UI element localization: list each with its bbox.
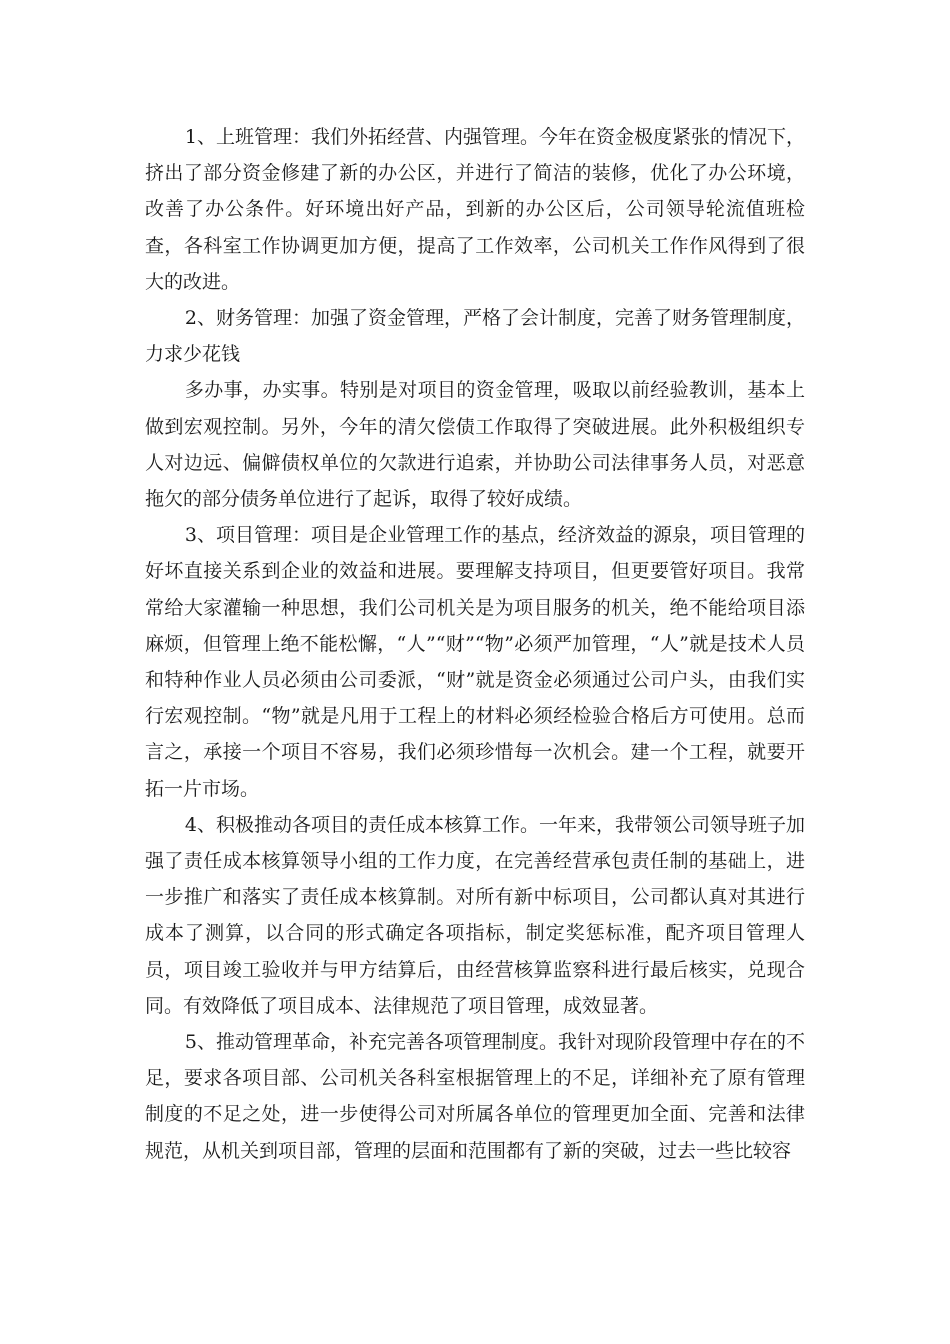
paragraph-management-reform: 5、推动管理革命，补充完善各项管理制度。我针对现阶段管理中存在的不足，要求各项目部、公司机关各科室根据管理上的不足，详细补充了原有管理制度的不足之处，进一步使得公司对所属各单位的管理更加全面、完善和法律规范，从机关到项目部，管理的层面和范围都有了新的突破，过去一些比较容 — [145, 1031, 805, 1162]
paragraph-office-management: 1、上班管理：我们外拓经营、内强管理。今年在资金极度紧张的情况下，挤出了部分资金修建了新的办公区，并进行了简洁的装修，优化了办公环境，改善了办公条件。好环境出好产品，到新的办公区后，公司领导轮流值班检查，各科室工作协调更加方便，提高了工作效率，公司机关工作作风得到了很大的改进。 — [145, 126, 805, 293]
paragraph-project-management: 3、项目管理：项目是企业管理工作的基点，经济效益的源泉，项目管理的好坏直接关系到企业的效益和进展。要理解支持项目，但更要管好项目。我常常给大家灌输一种思想，我们公司机关是为项目服务的机关，绝不能给项目添麻烦，但管理上绝不能松懈，“人”“财”“物”必须严加管理，“人”就是技术人员和特种作业人员必须由公司委派，“财”就是资金必须通过公司户头，由我们实行宏观控制。“物”就是凡用于工程上的材料必须经检验合格后方可使用。总而言之，承接一个项目不容易，我们必须珍惜每一次机会。建一个工程，就要开拓一片市场。 — [145, 524, 805, 800]
paragraph-cost-accounting: 4、积极推动各项目的责任成本核算工作。一年来，我带领公司领导班子加强了责任成本核算领导小组的工作力度，在完善经营承包责任制的基础上，进一步推广和落实了责任成本核算制。对所有新中标项目，公司都认真对其进行成本了测算，以合同的形式确定各项指标，制定奖惩标准，配齐项目管理人员，项目竣工验收并与甲方结算后，由经营核算监察科进行最后核实，兑现合同。有效降低了项目成本、法律规范了项目管理，成效显著。 — [145, 813, 805, 1017]
document-body — [145, 119, 805, 1169]
paragraph-financial-management: 2、财务管理：加强了资金管理，严格了会计制度，完善了财务管理制度，力求少花钱 — [145, 307, 805, 366]
paragraph-financial-continued: 多办事，办实事。特别是对项目的资金管理，吸取以前经验教训，基本上做到宏观控制。另外，今年的清欠偿债工作取得了突破进展。此外积极组织专人对边远、偏僻债权单位的欠款进行追索，并协助公司法律事务人员，对恶意拖欠的部分债务单位进行了起诉，取得了较好成绩。 — [145, 379, 805, 511]
